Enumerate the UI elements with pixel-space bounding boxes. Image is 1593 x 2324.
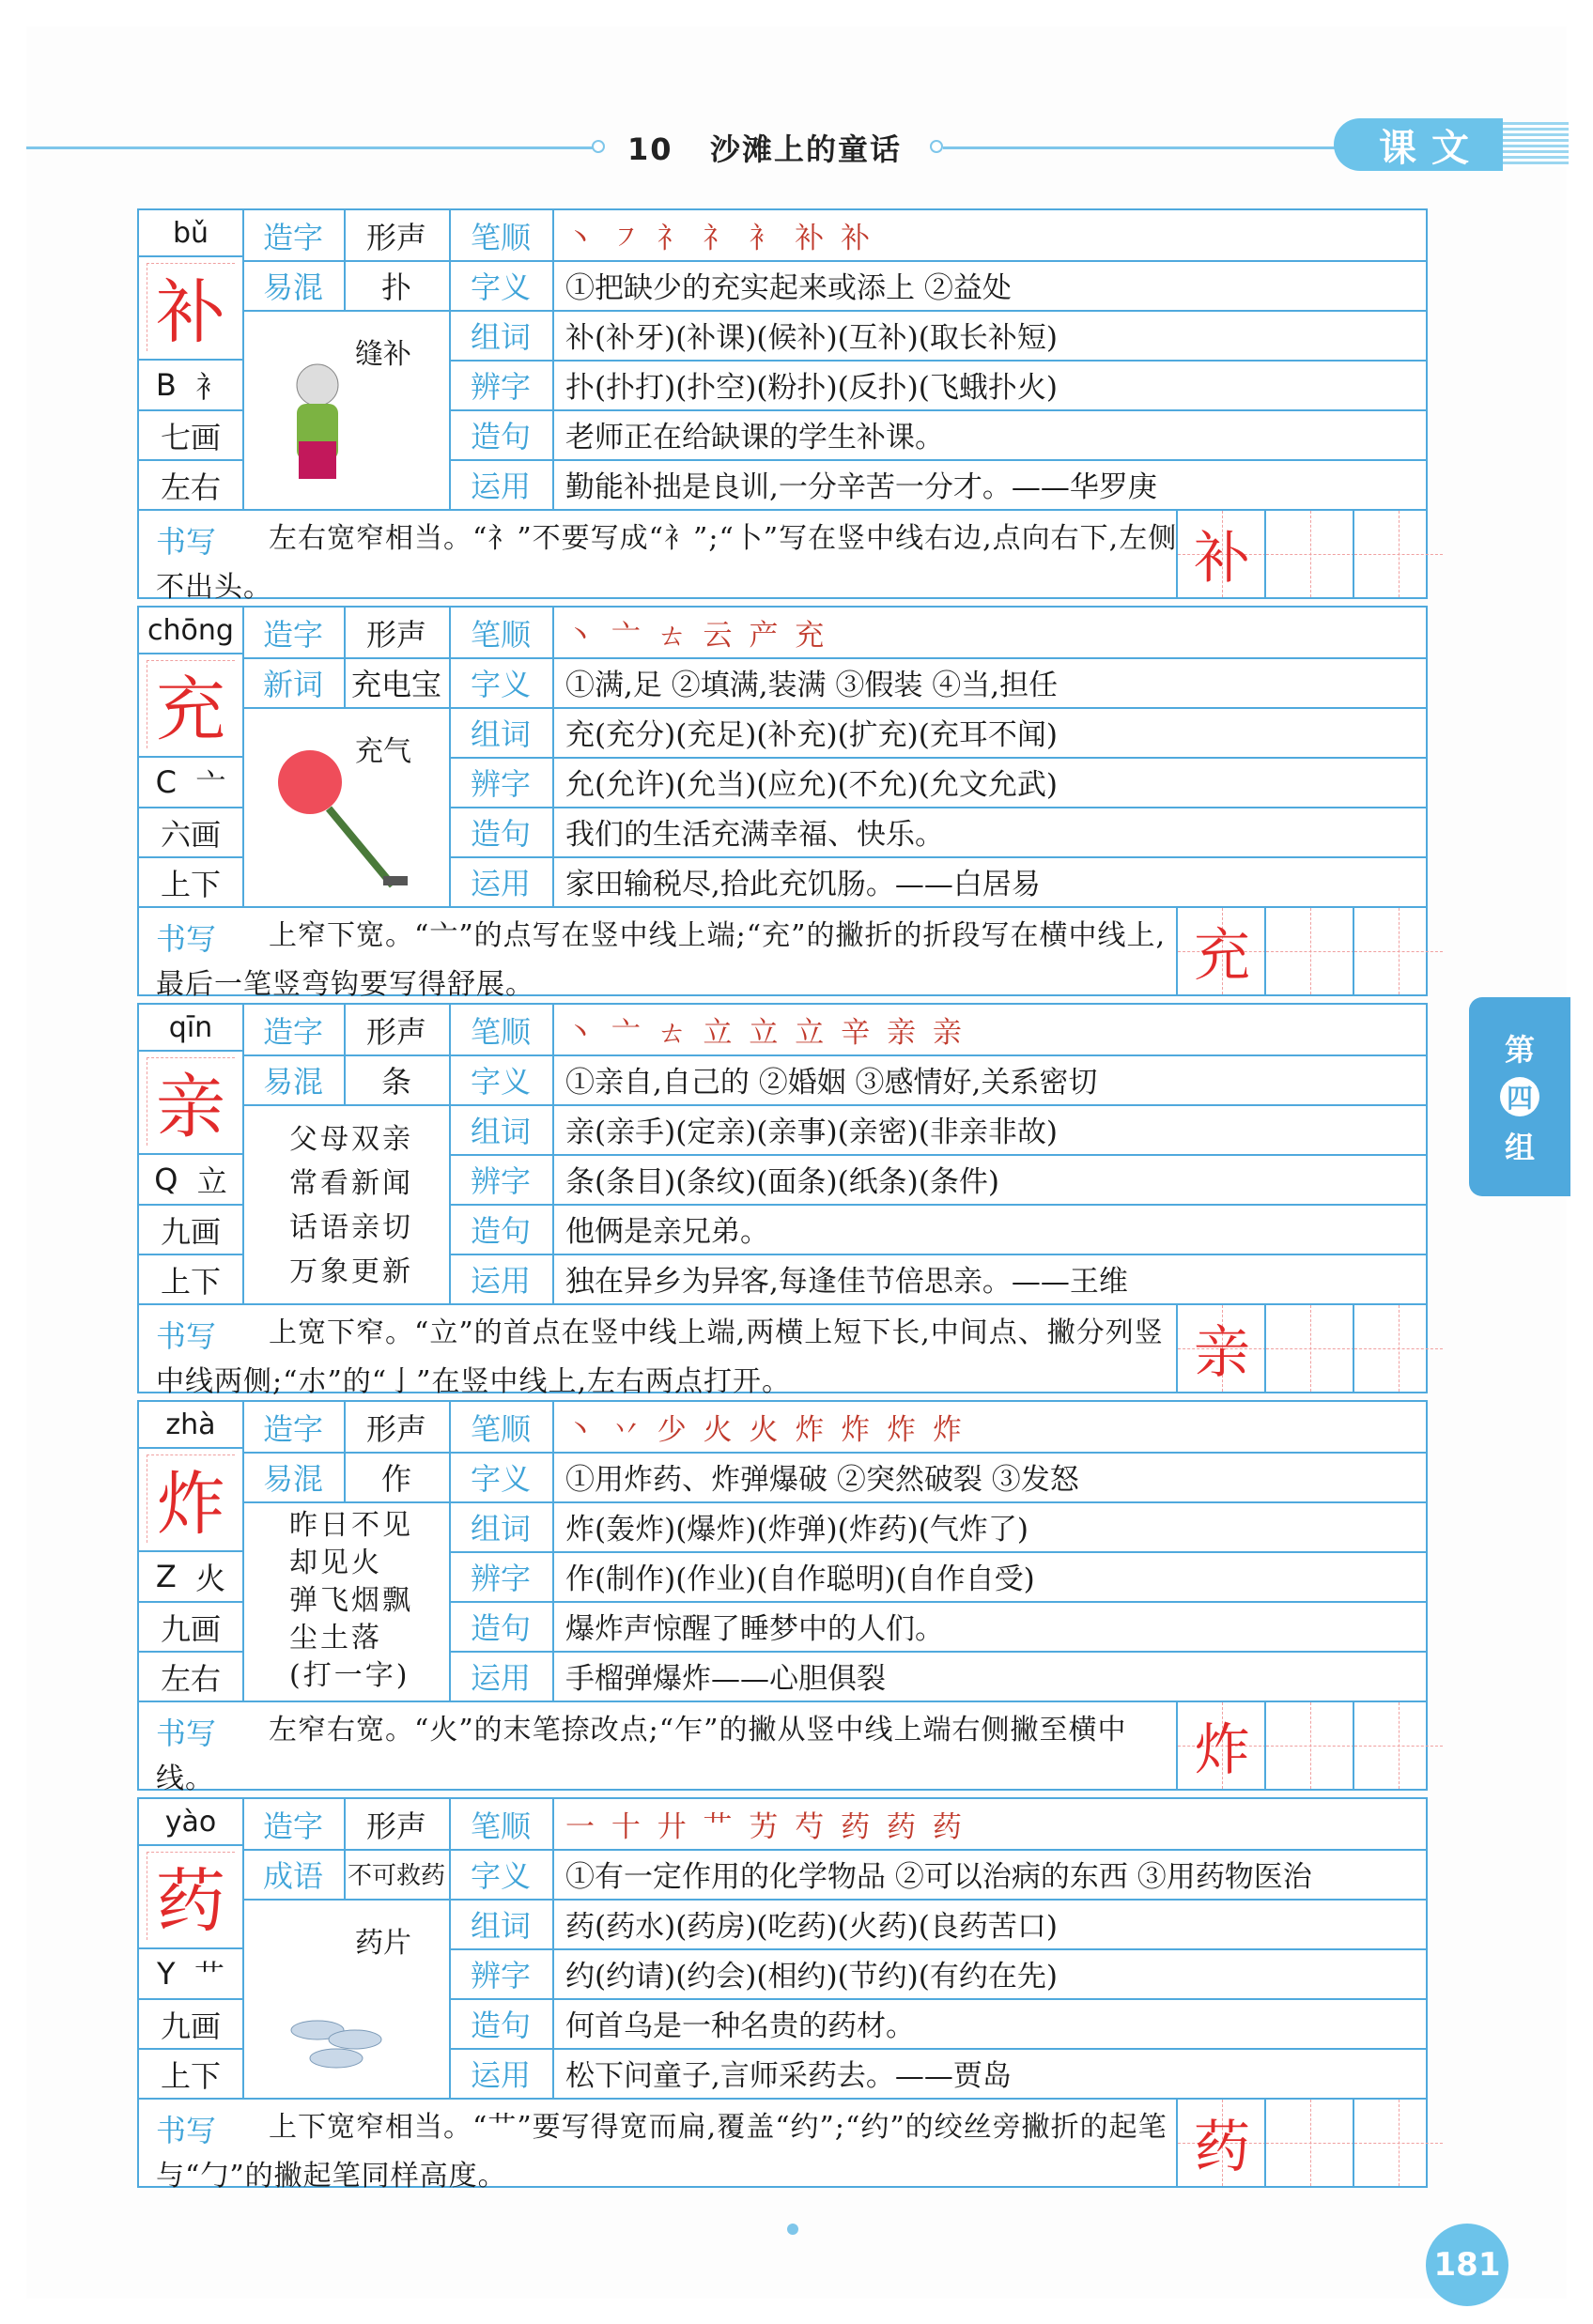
shuxie-text: 左窄右宽。“火”的末笔捺改点;“乍”的撇从竖中线上端右侧撇至横中线。 xyxy=(156,1714,1127,1795)
label-zaozi: 造字 xyxy=(262,1410,323,1447)
bishun-text: 丶 亠 ㄊ 云 产 充 xyxy=(565,619,828,653)
riddle-line: 却见火 xyxy=(289,1547,382,1579)
shuxie-text: 上宽下窄。“立”的首点在竖中线上端,两横上短下长,中间点、撇分列竖中线两侧;“朩”的“亅”在竖中线上,左右两点打开。 xyxy=(156,1316,1164,1398)
radical: Y 艹 xyxy=(157,1956,224,1993)
zixi-text: ①把缺少的充实起来或添上 ②益处 xyxy=(565,271,1012,305)
label-zaoju: 造句 xyxy=(470,815,531,852)
radical: C 亠 xyxy=(155,764,226,802)
label-zuci: 组词 xyxy=(470,318,531,355)
label-sub: 易混 xyxy=(262,1063,323,1100)
zaoju-text: 他俩是亲兄弟。 xyxy=(565,1215,769,1249)
sub-value: 充电宝 xyxy=(350,666,441,702)
stroke-count: 六画 xyxy=(160,817,221,853)
illustration-icon xyxy=(242,707,449,906)
sub-value: 条 xyxy=(380,1063,411,1100)
illustration xyxy=(242,1899,449,2098)
stroke-count: 九画 xyxy=(160,1611,221,1647)
zaozi-value: 形声 xyxy=(365,616,426,653)
structure: 左右 xyxy=(160,1661,221,1697)
label-zaozi: 造字 xyxy=(262,1808,323,1844)
character-card xyxy=(137,1003,1428,1398)
label-sub: 易混 xyxy=(262,1460,323,1497)
zixi-text: ①有一定作用的化学物品 ②可以治病的东西 ③用药物医治 xyxy=(565,1860,1312,1894)
label-bianzi: 辨字 xyxy=(470,1957,531,1993)
bishun-text: 丶 丷 少 火 火 炸 炸 炸 炸 xyxy=(565,1413,966,1447)
pinyin: zhà xyxy=(165,1408,216,1441)
character-card xyxy=(137,208,1428,604)
shuxie-text: 上窄下宽。“亠”的点写在竖中线上端;“充”的撇折的折段写在横中线上,最后一笔竖弯钩要写得舒展。 xyxy=(156,919,1166,1001)
label-bianzi: 辨字 xyxy=(470,1162,531,1199)
sub-value: 扑 xyxy=(380,269,411,305)
stroke-count: 九画 xyxy=(160,1214,221,1250)
label-yunyong: 运用 xyxy=(470,2056,531,2093)
bianzi-text: 允(允许)(允当)(应允)(不允)(允文允武) xyxy=(565,768,1058,802)
bishun-text: 丶 ㇇ 礻 礻 衤 补 补 xyxy=(565,222,874,255)
radical: Z 火 xyxy=(155,1559,226,1596)
illustration xyxy=(242,310,449,509)
label-zixi: 字义 xyxy=(470,666,531,702)
zuci-text: 充(充分)(充足)(补充)(扩充)(充耳不闻) xyxy=(565,718,1058,752)
practice-box xyxy=(1353,1702,1443,1789)
writing-guide xyxy=(139,906,1426,1001)
label-bianzi: 辨字 xyxy=(470,368,531,405)
zaozi-value: 形声 xyxy=(365,1808,426,1844)
label-zuci: 组词 xyxy=(470,1113,531,1149)
bianzi-text: 条(条目)(条纹)(面条)(纸条)(条件) xyxy=(565,1165,999,1199)
label-bishun: 笔顺 xyxy=(470,1808,531,1844)
pinyin: qīn xyxy=(168,1010,213,1044)
page-number: 181 xyxy=(1426,2224,1508,2306)
label-shuxie: 书写 xyxy=(156,1716,217,1751)
label-zixi: 字义 xyxy=(470,1063,531,1100)
label-zaoju: 造句 xyxy=(470,2007,531,2043)
label-zuci: 组词 xyxy=(470,1907,531,1944)
stroke-count: 九画 xyxy=(160,2008,221,2044)
riddle-line: 昨日不见 xyxy=(289,1509,413,1542)
practice-box xyxy=(1264,511,1354,597)
bianzi-text: 作(制作)(作业)(自作聪明)(自作自受) xyxy=(565,1562,1035,1596)
structure: 上下 xyxy=(160,1264,221,1300)
illustration-caption: 缝补 xyxy=(355,338,411,371)
zaoju-text: 何首乌是一种名贵的药材。 xyxy=(565,2009,915,2043)
zixi-text: ①亲自,自己的 ②婚姻 ③感情好,关系密切 xyxy=(565,1066,1098,1100)
header-rule-right xyxy=(943,146,1338,149)
structure: 上下 xyxy=(160,2058,221,2094)
writing-guide xyxy=(139,1701,1426,1795)
label-zixi: 字义 xyxy=(470,1460,531,1497)
label-sub: 新词 xyxy=(262,666,323,702)
writing-guide xyxy=(139,2098,1426,2193)
label-sub: 易混 xyxy=(262,269,323,305)
character-card xyxy=(137,1400,1428,1795)
label-shuxie: 书写 xyxy=(156,2113,217,2148)
character-card xyxy=(137,1797,1428,2193)
zixi-text: ①满,足 ②填满,装满 ③假装 ④当,担任 xyxy=(565,669,1059,702)
zaoju-text: 我们的生活充满幸福、快乐。 xyxy=(565,818,944,852)
zaozi-value: 形声 xyxy=(365,219,426,255)
illustration-icon xyxy=(242,1899,449,2098)
label-yunyong: 运用 xyxy=(470,1659,531,1696)
practice-box xyxy=(1264,908,1354,994)
main-character: 充 xyxy=(139,653,242,756)
pinyin: yào xyxy=(164,1805,217,1839)
practice-box xyxy=(1353,2100,1443,2186)
radical: B 衤 xyxy=(155,367,226,405)
label-zaoju: 造句 xyxy=(470,1609,531,1646)
practice-box: 充 xyxy=(1176,908,1266,994)
unit-tab-bottom: 组 xyxy=(1504,1130,1535,1165)
header-dot-right xyxy=(930,140,943,153)
badge-stripes xyxy=(1503,122,1569,167)
shuxie-text: 上下宽窄相当。“艹”要写得宽而扁,覆盖“约”;“约”的绞丝旁撇折的起笔与“勹”的撇起笔同样高度。 xyxy=(156,2111,1168,2193)
unit-tab xyxy=(1469,997,1570,1196)
zuci-text: 炸(轰炸)(爆炸)(炸弹)(炸药)(气炸了) xyxy=(565,1513,1028,1547)
label-shuxie: 书写 xyxy=(156,524,217,560)
zuci-text: 药(药水)(药房)(吃药)(火药)(良药苦口) xyxy=(565,1910,1058,1944)
label-zuci: 组词 xyxy=(470,1510,531,1547)
structure: 左右 xyxy=(160,469,221,505)
illustration-caption: 药片 xyxy=(355,1927,411,1960)
practice-box xyxy=(1353,511,1443,597)
main-character: 药 xyxy=(139,1844,242,1947)
practice-box xyxy=(1264,2100,1354,2186)
main-character: 炸 xyxy=(139,1447,242,1550)
structure: 上下 xyxy=(160,867,221,902)
yunyong-text: 勤能补拙是良训,一分辛苦一分才。——华罗庚 xyxy=(565,470,1157,504)
writing-guide xyxy=(139,509,1426,604)
riddle-line: 弹飞烟飘 xyxy=(289,1584,413,1617)
unit-tab-number: 四 xyxy=(1500,1077,1539,1116)
shuxie-text: 左右宽窄相当。“礻”不要写成“衤”;“卜”写在竖中线右边,点向右下,左侧不出头。 xyxy=(156,522,1178,604)
label-zaoju: 造句 xyxy=(470,1212,531,1249)
riddle-line: 话语亲切 xyxy=(289,1211,413,1244)
label-shuxie: 书写 xyxy=(156,921,217,957)
bianzi-text: 约(约请)(约会)(相约)(节约)(有约在先) xyxy=(565,1960,1058,1993)
riddle-line: 父母双亲 xyxy=(289,1123,413,1156)
sub-value: 作 xyxy=(380,1460,411,1497)
practice-box: 炸 xyxy=(1176,1702,1266,1789)
zaoju-text: 爆炸声惊醒了睡梦中的人们。 xyxy=(565,1612,944,1646)
label-bianzi: 辨字 xyxy=(470,1560,531,1596)
label-bishun: 笔顺 xyxy=(470,1013,531,1050)
yunyong-text: 独在异乡为异客,每逢佳节倍思亲。——王维 xyxy=(565,1265,1128,1299)
riddle-line: (打一字) xyxy=(289,1659,410,1692)
bishun-text: 一 十 廾 艹 艻 芍 药 药 药 xyxy=(565,1810,966,1844)
pinyin: bǔ xyxy=(172,216,209,250)
illustration-icon xyxy=(242,310,449,509)
sub-value: 不可救药 xyxy=(347,1862,445,1890)
label-zaozi: 造字 xyxy=(262,1013,323,1050)
riddle-line: 万象更新 xyxy=(289,1255,413,1288)
yunyong-text: 手榴弹爆炸——心胆俱裂 xyxy=(565,1662,886,1696)
label-zixi: 字义 xyxy=(470,269,531,305)
zuci-text: 补(补牙)(补课)(候补)(互补)(取长补短) xyxy=(565,321,1058,355)
main-character: 补 xyxy=(139,255,242,359)
label-bishun: 笔顺 xyxy=(470,616,531,653)
zaozi-value: 形声 xyxy=(365,1410,426,1447)
label-bishun: 笔顺 xyxy=(470,1410,531,1447)
footer-dot xyxy=(787,2224,798,2235)
radical: Q 立 xyxy=(154,1162,227,1199)
illustration xyxy=(242,707,449,906)
practice-box: 补 xyxy=(1176,511,1266,597)
label-bianzi: 辨字 xyxy=(470,765,531,802)
label-zixi: 字义 xyxy=(470,1857,531,1894)
header-rule-left xyxy=(26,146,599,149)
zuci-text: 亲(亲手)(定亲)(亲事)(亲密)(非亲非故) xyxy=(565,1116,1058,1149)
label-zaozi: 造字 xyxy=(262,219,323,255)
label-zuci: 组词 xyxy=(470,716,531,752)
practice-box: 药 xyxy=(1176,2100,1266,2186)
label-zaozi: 造字 xyxy=(262,616,323,653)
stroke-count: 七画 xyxy=(160,420,221,455)
illustration-caption: 充气 xyxy=(355,735,411,768)
zixi-text: ①用炸药、炸弹爆破 ②突然破裂 ③发怒 xyxy=(565,1463,1079,1497)
zaoju-text: 老师正在给缺课的学生补课。 xyxy=(565,421,944,454)
main-character: 亲 xyxy=(139,1050,242,1153)
character-card xyxy=(137,606,1428,1001)
riddle-line: 尘土落 xyxy=(289,1622,382,1655)
label-yunyong: 运用 xyxy=(470,865,531,901)
label-shuxie: 书写 xyxy=(156,1318,217,1354)
yunyong-text: 松下问童子,言师采药去。——贾岛 xyxy=(565,2059,1012,2093)
section-badge: 课文 xyxy=(1334,118,1503,171)
unit-tab-top: 第 xyxy=(1504,1032,1535,1068)
label-bishun: 笔顺 xyxy=(470,219,531,255)
bishun-text: 丶 亠 ㄊ 立 立 立 辛 亲 亲 xyxy=(565,1016,966,1050)
practice-box: 亲 xyxy=(1176,1305,1266,1392)
practice-box xyxy=(1264,1305,1354,1392)
practice-box xyxy=(1353,1305,1443,1392)
zaozi-value: 形声 xyxy=(365,1013,426,1050)
practice-box xyxy=(1264,1702,1354,1789)
riddle xyxy=(242,1104,449,1303)
writing-guide xyxy=(139,1303,1426,1398)
riddle xyxy=(242,1501,449,1701)
riddle-line: 常看新闻 xyxy=(289,1167,413,1200)
label-sub: 成语 xyxy=(262,1857,323,1894)
bianzi-text: 扑(扑打)(扑空)(粉扑)(反扑)(飞蛾扑火) xyxy=(565,371,1058,405)
header-dot-left xyxy=(592,140,605,153)
practice-box xyxy=(1353,908,1443,994)
label-yunyong: 运用 xyxy=(470,1262,531,1299)
yunyong-text: 家田输税尽,拾此充饥肠。——白居易 xyxy=(565,868,1041,901)
lesson-title: 10 沙滩上的童话 xyxy=(627,131,902,167)
label-zaoju: 造句 xyxy=(470,418,531,454)
pinyin: chōng xyxy=(147,613,234,647)
label-yunyong: 运用 xyxy=(470,468,531,504)
